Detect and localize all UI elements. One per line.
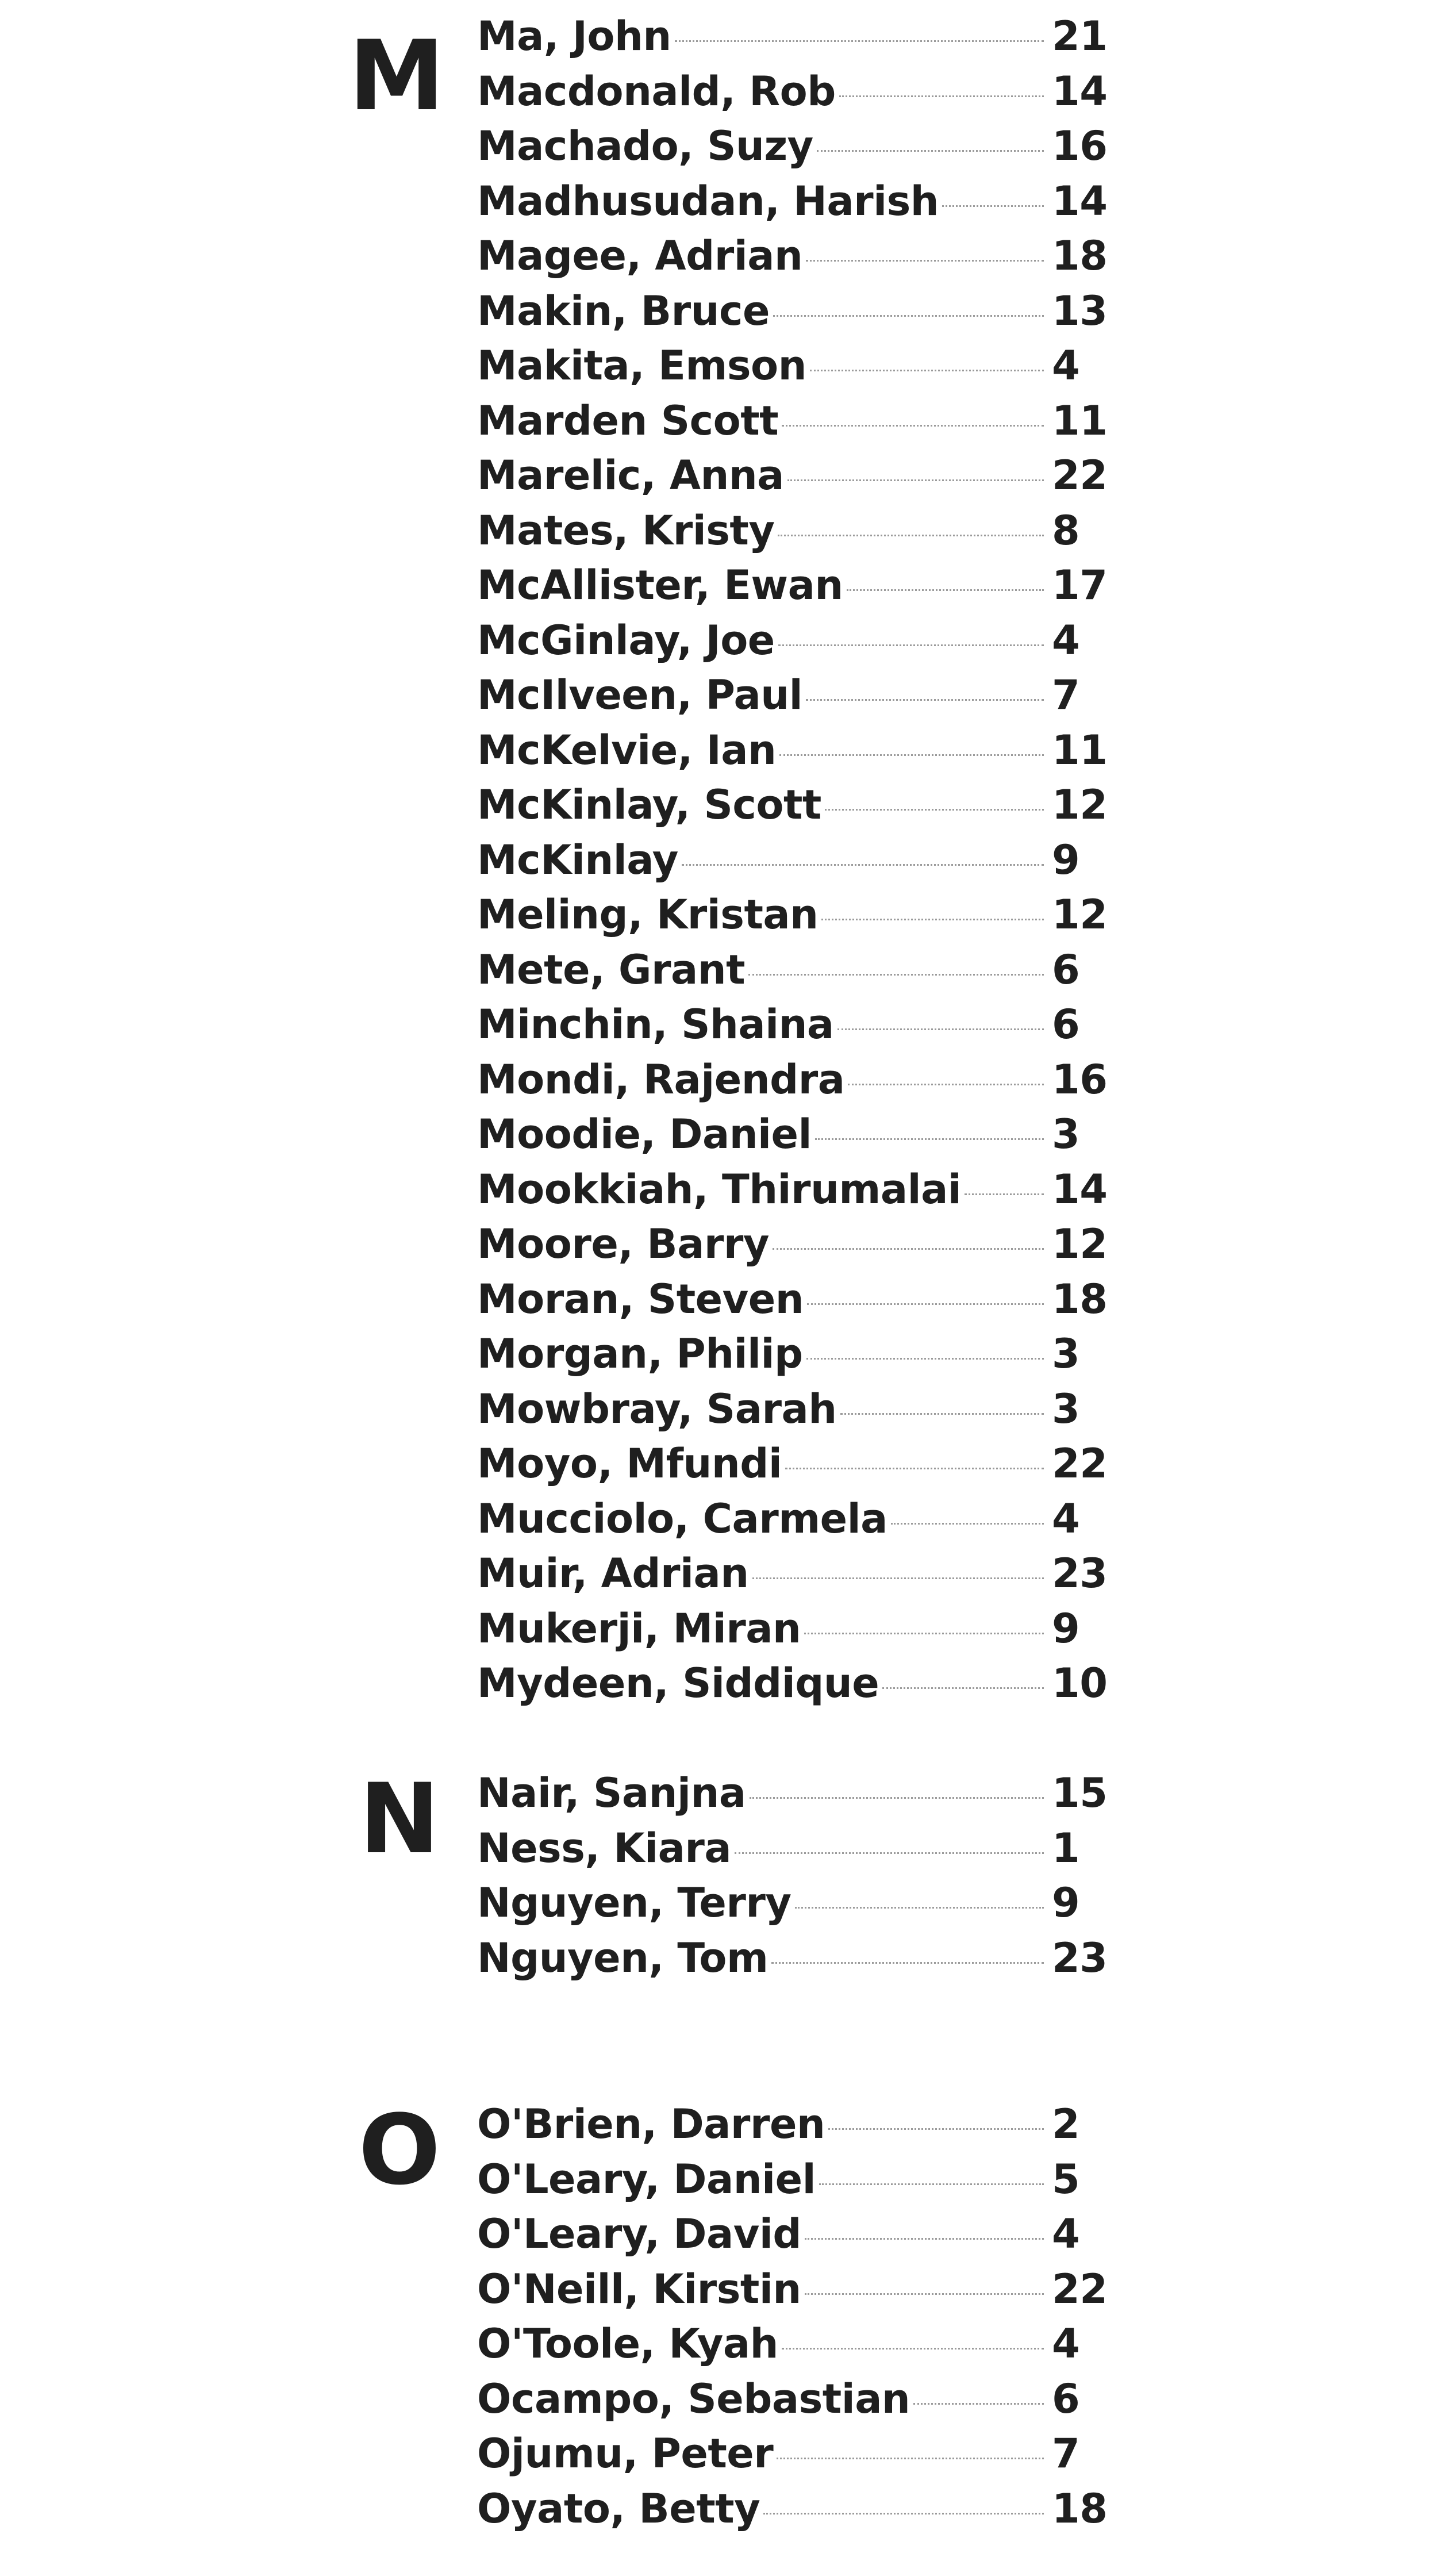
dot-leader: [805, 2293, 1044, 2295]
entry-page-number: 6: [1052, 2375, 1080, 2423]
dot-leader: [773, 1248, 1044, 1250]
entry-name: McIlveen, Paul: [477, 671, 803, 719]
entry-name: McAllister, Ewan: [477, 562, 843, 609]
entry-name: Ojumu, Peter: [477, 2430, 774, 2477]
section-letter: O: [358, 2094, 441, 2206]
entry-page-number: 7: [1052, 671, 1080, 719]
dot-leader: [771, 1962, 1044, 1964]
index-entry: [477, 1162, 1121, 1218]
dot-leader: [782, 425, 1044, 427]
entry-name: Machado, Suzy: [477, 122, 813, 170]
entry-name: Mukerji, Miran: [477, 1604, 801, 1652]
entry-page-number: 3: [1052, 1111, 1080, 1158]
index-entry: [477, 997, 1121, 1053]
index-entry: [477, 558, 1121, 613]
entry-page-number: 22: [1052, 452, 1108, 499]
index-entry: [477, 723, 1121, 778]
entry-page-number: 6: [1052, 1001, 1080, 1048]
index-entry: [477, 1931, 1121, 1986]
entry-name: Moodie, Daniel: [477, 1111, 812, 1158]
dot-leader: [795, 1907, 1044, 1909]
index-entry: [477, 1217, 1121, 1272]
entry-page-number: 4: [1052, 616, 1080, 664]
entry-name: Ness, Kiara: [477, 1824, 732, 1872]
dot-leader: [882, 1687, 1044, 1689]
entry-page-number: 9: [1052, 1604, 1080, 1652]
entry-name: Muir, Adrian: [477, 1550, 749, 1597]
dot-leader: [965, 1193, 1044, 1195]
dot-leader: [782, 2348, 1044, 2350]
entry-name: Ma, John: [477, 13, 671, 60]
dot-leader: [779, 754, 1044, 756]
entry-page-number: 18: [1052, 2485, 1108, 2532]
entry-page-number: 11: [1052, 397, 1108, 444]
entry-page-number: 2: [1052, 2101, 1080, 2148]
entry-page-number: 9: [1052, 836, 1080, 884]
section-letter: M: [348, 20, 445, 132]
entry-name: Moore, Barry: [477, 1220, 770, 1268]
dot-leader: [748, 974, 1044, 976]
dot-leader: [891, 1523, 1044, 1525]
dot-leader: [778, 644, 1044, 646]
entry-page-number: 4: [1052, 342, 1080, 389]
entry-name: Madhusudan, Harish: [477, 177, 939, 225]
entry-name: O'Leary, Daniel: [477, 2155, 816, 2203]
dot-leader: [806, 260, 1044, 262]
entry-page-number: 7: [1052, 2430, 1080, 2477]
entry-page-number: 16: [1052, 1055, 1108, 1103]
index-entry: [477, 9, 1121, 64]
entry-page-number: 17: [1052, 562, 1108, 609]
index-entry: [477, 2262, 1121, 2317]
index-entry: [477, 1656, 1121, 1711]
entry-name: Mondi, Rajendra: [477, 1055, 845, 1103]
dot-leader: [806, 1358, 1044, 1360]
entry-name: Oyato, Betty: [477, 2485, 760, 2532]
dot-leader: [785, 1468, 1044, 1469]
dot-leader: [778, 535, 1044, 536]
entry-name: Ocampo, Sebastian: [477, 2375, 910, 2423]
entry-list: [477, 2097, 1121, 2536]
entry-page-number: 6: [1052, 946, 1080, 993]
dot-leader: [805, 2238, 1044, 2240]
entry-list: [477, 9, 1121, 1711]
entry-name: McKinlay: [477, 836, 678, 884]
index-entry: [477, 613, 1121, 669]
dot-leader: [839, 95, 1044, 97]
entry-page-number: 11: [1052, 726, 1108, 774]
index-entry: [477, 1327, 1121, 1382]
entry-name: O'Brien, Darren: [477, 2101, 825, 2148]
dot-leader: [773, 315, 1044, 317]
entry-page-number: 21: [1052, 13, 1108, 60]
index-entry: [477, 64, 1121, 120]
dot-leader: [913, 2403, 1044, 2405]
entry-name: Moyo, Mfundi: [477, 1440, 782, 1487]
entry-name: Mates, Kristy: [477, 506, 775, 554]
index-entry: [477, 1382, 1121, 1437]
entry-name: Makin, Bruce: [477, 287, 770, 335]
dot-leader: [942, 205, 1044, 207]
index-entry: [477, 1546, 1121, 1602]
entry-page-number: 18: [1052, 232, 1108, 279]
entry-page-number: 5: [1052, 2155, 1080, 2203]
index-entry: [477, 1272, 1121, 1327]
entry-name: Morgan, Philip: [477, 1330, 803, 1377]
index-entry: [477, 1821, 1121, 1876]
entry-name: Meling, Kristan: [477, 891, 819, 938]
index-entry: [477, 119, 1121, 174]
entry-page-number: 10: [1052, 1660, 1108, 1707]
entry-page-number: 4: [1052, 2210, 1080, 2258]
index-entry: [477, 1437, 1121, 1492]
index-entry: [477, 778, 1121, 833]
dot-leader: [819, 2183, 1044, 2185]
entry-name: Minchin, Shaina: [477, 1001, 834, 1048]
entry-page-number: 16: [1052, 122, 1108, 170]
index-entry: [477, 1053, 1121, 1108]
entry-page-number: 14: [1052, 177, 1108, 225]
index-entry: [477, 1766, 1121, 1821]
entry-page-number: 13: [1052, 287, 1108, 335]
dot-leader: [815, 1138, 1044, 1140]
dot-leader: [787, 479, 1044, 481]
entry-name: Mydeen, Siddique: [477, 1660, 879, 1707]
index-entry: [477, 504, 1121, 559]
dot-leader: [807, 1303, 1044, 1305]
dot-leader: [847, 589, 1044, 591]
entry-name: Magee, Adrian: [477, 232, 803, 279]
entry-name: Mookkiah, Thirumalai: [477, 1165, 962, 1213]
entry-page-number: 22: [1052, 1440, 1108, 1487]
index-entry: [477, 2372, 1121, 2427]
index-entry: [477, 394, 1121, 449]
entry-name: O'Toole, Kyah: [477, 2320, 778, 2367]
entry-name: McGinlay, Joe: [477, 616, 775, 664]
entry-name: Nair, Sanjna: [477, 1769, 746, 1817]
entry-page-number: 4: [1052, 2320, 1080, 2367]
entry-name: Marelic, Anna: [477, 452, 784, 499]
index-entry: [477, 339, 1121, 394]
dot-leader: [763, 2513, 1044, 2514]
entry-page-number: 3: [1052, 1385, 1080, 1433]
index-entry: [477, 174, 1121, 229]
index-entry: [477, 2097, 1121, 2152]
entry-name: Marden Scott: [477, 397, 779, 444]
entry-name: Macdonald, Rob: [477, 67, 836, 115]
entry-name: Nguyen, Tom: [477, 1934, 769, 1982]
dot-leader: [777, 2458, 1044, 2459]
index-entry: [477, 2152, 1121, 2208]
entry-page-number: 15: [1052, 1769, 1108, 1817]
entry-name: Makita, Emson: [477, 342, 806, 389]
dot-leader: [735, 1852, 1044, 1854]
index-entry: [477, 668, 1121, 723]
dot-leader: [810, 370, 1044, 371]
index-entry: [477, 1492, 1121, 1547]
entry-page-number: 9: [1052, 1879, 1080, 1926]
entry-name: Mete, Grant: [477, 946, 746, 993]
dot-leader: [848, 1084, 1044, 1085]
index-entry: [477, 1107, 1121, 1162]
index-entry: [477, 2317, 1121, 2372]
index-entry: [477, 229, 1121, 284]
entry-page-number: 3: [1052, 1330, 1080, 1377]
entry-name: Moran, Steven: [477, 1275, 804, 1323]
entry-page-number: 14: [1052, 1165, 1108, 1213]
dot-leader: [817, 150, 1044, 152]
entry-page-number: 23: [1052, 1550, 1108, 1597]
entry-page-number: 22: [1052, 2265, 1108, 2313]
index-entry: [477, 284, 1121, 339]
index-entry: [477, 833, 1121, 888]
dot-leader: [804, 1633, 1044, 1634]
entry-name: McKinlay, Scott: [477, 781, 821, 828]
entry-name: Mowbray, Sarah: [477, 1385, 837, 1433]
entry-name: O'Neill, Kirstin: [477, 2265, 801, 2313]
index-entry: [477, 1876, 1121, 1931]
index-entry: [477, 2207, 1121, 2262]
entry-page-number: 8: [1052, 506, 1080, 554]
entry-page-number: 23: [1052, 1934, 1108, 1982]
dot-leader: [828, 2128, 1044, 2130]
entry-page-number: 12: [1052, 891, 1108, 938]
dot-leader: [750, 1797, 1044, 1799]
index-entry: [477, 888, 1121, 943]
entry-name: Mucciolo, Carmela: [477, 1495, 887, 1542]
entry-page-number: 1: [1052, 1824, 1080, 1872]
index-entry: [477, 1602, 1121, 1657]
entry-list: [477, 1766, 1121, 1986]
dot-leader: [675, 40, 1044, 42]
entry-page-number: 4: [1052, 1495, 1080, 1542]
dot-leader: [806, 699, 1044, 701]
index-entry: [477, 2482, 1121, 2537]
index-entry: [477, 943, 1121, 998]
entry-name: O'Leary, David: [477, 2210, 802, 2258]
dot-leader: [752, 1577, 1044, 1579]
entry-page-number: 14: [1052, 67, 1108, 115]
entry-name: McKelvie, Ian: [477, 726, 777, 774]
dot-leader: [840, 1413, 1044, 1415]
dot-leader: [821, 919, 1044, 920]
index-entry: [477, 448, 1121, 504]
dot-leader: [682, 864, 1044, 866]
dot-leader: [837, 1028, 1044, 1030]
entry-page-number: 12: [1052, 1220, 1108, 1268]
entry-name: Nguyen, Terry: [477, 1879, 791, 1926]
entry-page-number: 12: [1052, 781, 1108, 828]
section-letter: N: [359, 1763, 440, 1875]
index-entry: [477, 2427, 1121, 2482]
dot-leader: [825, 809, 1044, 811]
entry-page-number: 18: [1052, 1275, 1108, 1323]
